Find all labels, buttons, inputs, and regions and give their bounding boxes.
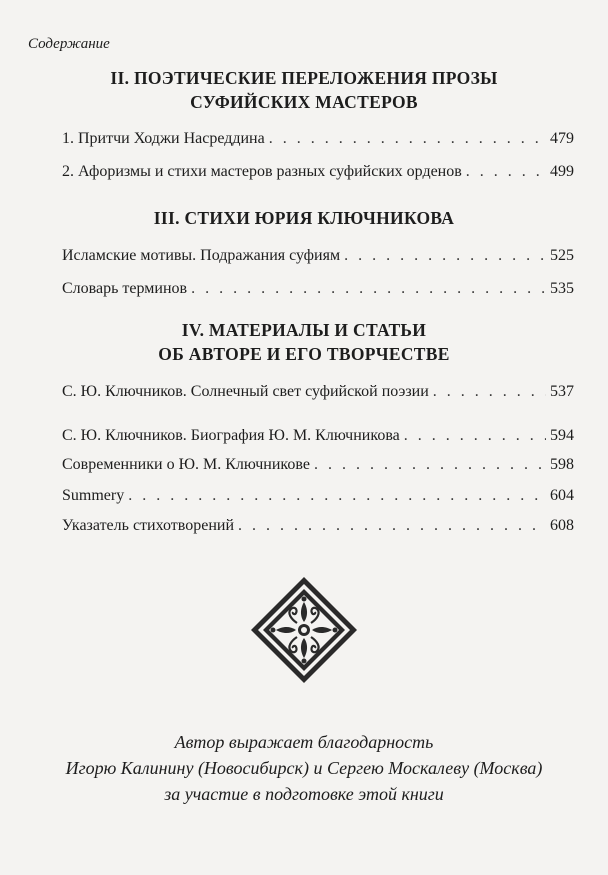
toc-entry-title: 2. Афоризмы и стихи мастеров разных суфийских орденов [62,163,462,180]
leader-dots [128,487,546,505]
toc-entry[interactable] [62,247,574,269]
toc-entry[interactable] [62,280,574,302]
leader-dots [344,247,546,265]
section-title-line: III. СТИХИ ЮРИЯ КЛЮЧНИКОВА [153,208,455,228]
toc-entry-title: С. Ю. Ключников. Биография Ю. М. Ключникова [62,427,400,444]
section-title-line: IV. МАТЕРИАЛЫ И СТАТЬИ [181,320,427,340]
toc-entry-title: Указатель стихотворений [62,517,234,534]
acknowledgement [0,729,608,807]
toc-entry-page: 525 [550,247,574,264]
toc-entry-page: 598 [550,456,574,473]
toc-entry-page: 594 [550,427,574,444]
toc-entry-page: 608 [550,517,574,534]
acknowledgement-line: Автор выражает благодарность [174,732,434,752]
section-title-line: II. ПОЭТИЧЕСКИЕ ПЕРЕЛОЖЕНИЯ ПРОЗЫ [110,68,498,88]
leader-dots [314,456,546,474]
section-title-iii [0,206,608,230]
toc-entry[interactable] [62,517,574,539]
toc-entry-title: 1. Притчи Ходжи Насреддина [62,130,265,147]
toc-entry-page: 479 [550,130,574,147]
toc-entry-title: Словарь терминов [62,280,188,297]
section-title-ii [0,66,608,114]
arabesque-diamond-ornament-icon [249,575,359,685]
toc-entry-title: Современники о Ю. М. Ключникове [62,456,310,473]
toc-entry-title: Исламские мотивы. Подражания суфиям [62,247,341,264]
toc-entry-page: 535 [550,280,574,297]
toc-entry[interactable] [62,456,574,478]
leader-dots [191,280,546,298]
toc-entry[interactable] [62,163,574,185]
leader-dots [466,163,546,181]
leader-dots [433,383,546,401]
leader-dots [238,517,546,535]
toc-entry-title: С. Ю. Ключников. Солнечный свет суфийской поэзии [62,383,429,400]
section-title-line: ОБ АВТОРЕ И ЕГО ТВОРЧЕСТВЕ [158,344,450,364]
toc-entry-title: Summery [62,487,125,504]
toc-entry-page: 537 [550,383,574,400]
toc-entry-page: 499 [550,163,574,180]
acknowledgement-line: за участие в подготовке этой книги [164,784,444,804]
section-title-line: СУФИЙСКИХ МАСТЕРОВ [190,92,418,112]
acknowledgement-line: Игорю Калинину (Новосибирск) и Сергею Москалеву (Москва) [65,758,543,778]
toc-entry-page: 604 [550,487,574,504]
section-title-iv [0,318,608,366]
header-label: Содержание [28,36,110,52]
toc-entry[interactable] [62,130,574,152]
toc-entry[interactable] [62,383,574,405]
toc-entry[interactable] [62,487,574,509]
leader-dots [404,427,546,445]
leader-dots [269,130,546,148]
toc-entry[interactable] [62,427,574,449]
